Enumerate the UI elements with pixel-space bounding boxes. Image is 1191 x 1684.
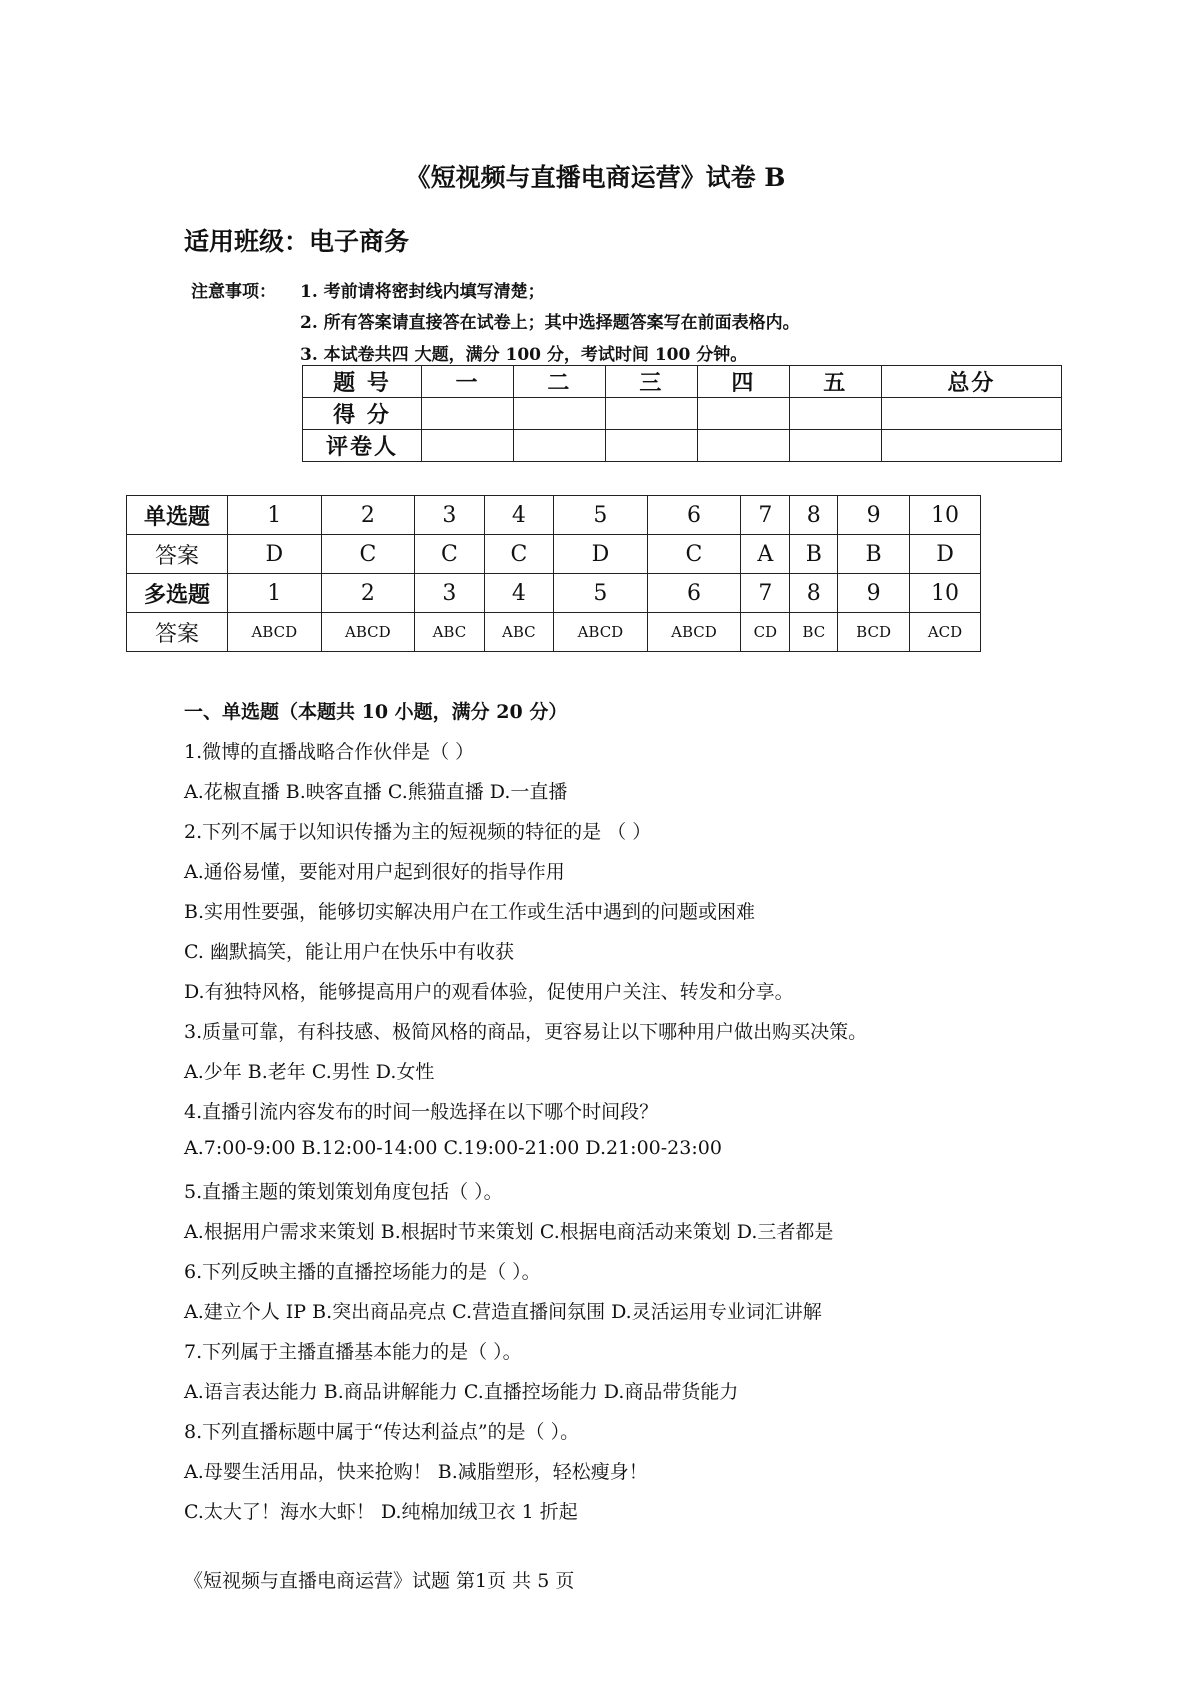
question-number: 2 xyxy=(321,574,415,613)
question-number: 6 xyxy=(647,496,741,535)
score-table xyxy=(302,365,1062,462)
question-number: 8 xyxy=(790,574,838,613)
score-blank-cell xyxy=(605,398,697,430)
question-options: D.有独特风格，能够提高用户的观看体验，促使用户关注、转发和分享。 xyxy=(184,981,794,1003)
multi-answer: ABC xyxy=(484,613,553,652)
question-number: 2 xyxy=(321,496,415,535)
applicable-class: 适用班级：电子商务 xyxy=(184,227,410,256)
score-row-label: 得 分 xyxy=(303,398,422,430)
question-number: 1 xyxy=(228,496,322,535)
question-number: 10 xyxy=(910,496,981,535)
grader-row xyxy=(303,430,1062,462)
question-options: A.根据用户需求来策划 B.根据时节来策划 C.根据电商活动来策划 D.三者都是 xyxy=(184,1221,834,1243)
question-number: 4 xyxy=(484,496,553,535)
score-header-cell: 三 xyxy=(605,366,697,398)
single-answer: C xyxy=(647,535,741,574)
answer-label: 答案 xyxy=(127,613,228,652)
question-text: 4.直播引流内容发布的时间一般选择在以下哪个时间段？ xyxy=(184,1101,659,1123)
single-choice-label: 单选题 xyxy=(127,496,228,535)
question-number: 7 xyxy=(741,496,790,535)
score-header-cell: 五 xyxy=(789,366,881,398)
question-number: 9 xyxy=(838,574,910,613)
note-item: 3. 本试卷共四 大题，满分 100 分，考试时间 100 分钟。 xyxy=(300,345,748,365)
question-options: A.语言表达能力 B.商品讲解能力 C.直播控场能力 D.商品带货能力 xyxy=(184,1381,739,1403)
score-header-cell: 总分 xyxy=(881,366,1061,398)
question-options: A.母婴生活用品，快来抢购！ B.减脂塑形，轻松瘦身！ xyxy=(184,1461,648,1483)
multi-answer: CD xyxy=(741,613,790,652)
question-options: A.通俗易懂，要能对用户起到很好的指导作用 xyxy=(184,861,565,883)
score-blank-cell xyxy=(422,430,514,462)
question-options: A.少年 B.老年 C.男性 D.女性 xyxy=(184,1061,435,1083)
score-blank-cell xyxy=(513,398,605,430)
single-answer: B xyxy=(838,535,910,574)
question-text: 1.微博的直播战略合作伙伴是（ ） xyxy=(184,741,475,763)
question-options: B.实用性要强，能够切实解决用户在工作或生活中遇到的问题或困难 xyxy=(184,901,756,923)
notes-heading: 注意事项： xyxy=(191,282,276,302)
score-row xyxy=(303,398,1062,430)
answer-label: 答案 xyxy=(127,535,228,574)
score-blank-cell xyxy=(789,398,881,430)
question-number: 5 xyxy=(554,574,648,613)
single-answer-row xyxy=(127,535,981,574)
question-text: 7.下列属于主播直播基本能力的是（ ）。 xyxy=(184,1341,522,1363)
section-heading: 一、单选题（本题共 10 小题，满分 20 分） xyxy=(184,701,568,723)
question-options: C.太大了！海水大虾！ D.纯棉加绒卫衣 1 折起 xyxy=(184,1501,578,1523)
score-header-cell: 题 号 xyxy=(303,366,422,398)
score-header-cell: 四 xyxy=(697,366,789,398)
single-number-row xyxy=(127,496,981,535)
single-answer: C xyxy=(484,535,553,574)
grader-row-label: 评卷人 xyxy=(303,430,422,462)
multi-answer: ABCD xyxy=(647,613,741,652)
note-item: 1. 考前请将密封线内填写清楚； xyxy=(300,282,545,302)
score-blank-cell xyxy=(697,398,789,430)
question-text: 5.直播主题的策划策划角度包括（ ）。 xyxy=(184,1181,503,1203)
single-answer: B xyxy=(790,535,838,574)
question-number: 8 xyxy=(790,496,838,535)
note-item: 2. 所有答案请直接答在试卷上；其中选择题答案写在前面表格内。 xyxy=(300,313,800,333)
score-blank-cell xyxy=(605,430,697,462)
score-blank-cell xyxy=(697,430,789,462)
question-number: 5 xyxy=(554,496,648,535)
question-options: C. 幽默搞笑，能让用户在快乐中有收获 xyxy=(184,941,514,963)
score-header-row xyxy=(303,366,1062,398)
multi-number-row xyxy=(127,574,981,613)
single-answer: A xyxy=(741,535,790,574)
question-text: 3.质量可靠，有科技感、极简风格的商品，更容易让以下哪种用户做出购买决策。 xyxy=(184,1021,868,1043)
question-text: 6.下列反映主播的直播控场能力的是（ ）。 xyxy=(184,1261,541,1283)
score-blank-cell xyxy=(789,430,881,462)
multi-answer: ACD xyxy=(910,613,981,652)
multi-answer: BCD xyxy=(838,613,910,652)
question-number: 10 xyxy=(910,574,981,613)
single-answer: D xyxy=(554,535,648,574)
page-title: 《短视频与直播电商运营》试卷 B xyxy=(405,163,786,192)
single-answer: D xyxy=(910,535,981,574)
multi-answer: ABC xyxy=(415,613,484,652)
question-number: 9 xyxy=(838,496,910,535)
question-number: 3 xyxy=(415,496,484,535)
question-text: 2.下列不属于以知识传播为主的短视频的特征的是 （ ） xyxy=(184,821,652,843)
multi-answer: BC xyxy=(790,613,838,652)
single-answer: C xyxy=(415,535,484,574)
multi-answer: ABCD xyxy=(554,613,648,652)
score-blank-cell xyxy=(881,398,1061,430)
question-number: 7 xyxy=(741,574,790,613)
page-footer: 《短视频与直播电商运营》试题 第1页 共 5 页 xyxy=(184,1570,575,1592)
score-blank-cell xyxy=(513,430,605,462)
question-options: A.7:00-9:00 B.12:00-14:00 C.19:00-21:00 D.21:00-23:00 xyxy=(184,1137,722,1159)
single-answer: D xyxy=(228,535,322,574)
question-text: 8.下列直播标题中属于“传达利益点”的是（ ）。 xyxy=(184,1421,580,1443)
question-number: 1 xyxy=(228,574,322,613)
multi-answer-row xyxy=(127,613,981,652)
score-header-cell: 二 xyxy=(513,366,605,398)
multi-choice-label: 多选题 xyxy=(127,574,228,613)
single-answer: C xyxy=(321,535,415,574)
question-options: A.建立个人 IP B.突出商品亮点 C.营造直播间氛围 D.灵活运用专业词汇讲解 xyxy=(184,1301,822,1323)
score-header-cell: 一 xyxy=(422,366,514,398)
question-options: A.花椒直播 B.映客直播 C.熊猫直播 D.一直播 xyxy=(184,781,568,803)
question-number: 3 xyxy=(415,574,484,613)
question-number: 6 xyxy=(647,574,741,613)
answer-table xyxy=(126,495,981,652)
multi-answer: ABCD xyxy=(321,613,415,652)
question-number: 4 xyxy=(484,574,553,613)
score-blank-cell xyxy=(881,430,1061,462)
multi-answer: ABCD xyxy=(228,613,322,652)
score-blank-cell xyxy=(422,398,514,430)
